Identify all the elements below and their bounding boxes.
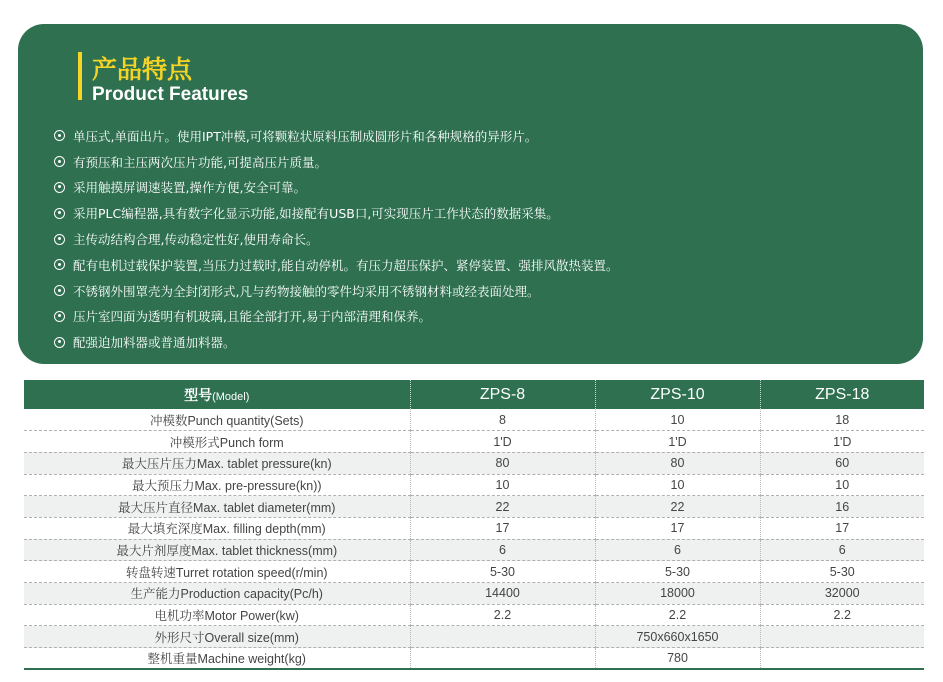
cell-value: 5-30 — [595, 561, 760, 583]
feature-item — [54, 252, 618, 278]
model-label-en: (Model) — [212, 390, 250, 403]
cell-value: 2.2 — [410, 604, 595, 626]
cell-value: 17 — [595, 517, 760, 539]
table-row — [24, 539, 924, 561]
cell-value — [760, 648, 924, 670]
features-title-en: Product Features — [92, 84, 249, 105]
circle-bullet-icon — [54, 208, 65, 219]
spec-table — [24, 380, 924, 670]
model-header-zps-10: ZPS-10 — [595, 380, 760, 409]
circle-bullet-icon — [54, 337, 65, 348]
cell-value: 5-30 — [410, 561, 595, 583]
circle-bullet-icon — [54, 182, 65, 193]
cell-value: 6 — [760, 539, 924, 561]
feature-item — [54, 304, 618, 330]
circle-bullet-icon — [54, 130, 65, 141]
table-row — [24, 452, 924, 474]
model-header-zps-8: ZPS-8 — [410, 380, 595, 409]
feature-item — [54, 123, 618, 149]
cell-value: 2.2 — [595, 604, 760, 626]
row-label: 转盘转速Turret rotation speed(r/min) — [24, 561, 410, 583]
cell-value: 16 — [760, 496, 924, 518]
row-label: 最大预压力Max. pre-pressure(kn)) — [24, 474, 410, 496]
cell-value: 2.2 — [760, 604, 924, 626]
feature-text: 单压式,单面出片。使用IPT冲模,可将颗粒状原料压制成圆形片和各种规格的异形片。 — [73, 128, 538, 144]
cell-value: 750x660x1650 — [595, 626, 760, 648]
row-label: 最大填充深度Max. filling depth(mm) — [24, 517, 410, 539]
cell-value: 10 — [595, 474, 760, 496]
product-features-panel — [18, 24, 923, 364]
table-row — [24, 583, 924, 605]
cell-value — [760, 626, 924, 648]
cell-value: 60 — [760, 452, 924, 474]
feature-item — [54, 200, 618, 226]
feature-text: 采用触摸屏调速装置,操作方便,安全可靠。 — [73, 180, 306, 196]
cell-value: 10 — [760, 474, 924, 496]
cell-value: 18 — [760, 409, 924, 431]
table-row — [24, 431, 924, 453]
cell-value: 14400 — [410, 583, 595, 605]
cell-value: 17 — [410, 517, 595, 539]
circle-bullet-icon — [54, 311, 65, 322]
table-header-row — [24, 380, 924, 409]
feature-text: 配强迫加料器或普通加料器。 — [73, 335, 236, 351]
cell-value: 6 — [595, 539, 760, 561]
row-label: 最大压片直径Max. tablet diameter(mm) — [24, 496, 410, 518]
feature-item — [54, 329, 618, 355]
cell-value: 80 — [595, 452, 760, 474]
circle-bullet-icon — [54, 234, 65, 245]
feature-text: 不锈钢外围罩壳为全封闭形式,凡与药物接触的零件均采用不锈钢材料或经表面处理。 — [73, 283, 540, 299]
circle-bullet-icon — [54, 156, 65, 167]
cell-value: 17 — [760, 517, 924, 539]
circle-bullet-icon — [54, 285, 65, 296]
cell-value: 22 — [595, 496, 760, 518]
features-title-zh: 产品特点 — [92, 55, 193, 84]
feature-item — [54, 226, 618, 252]
feature-text: 主传动结构合理,传动稳定性好,使用寿命长。 — [73, 232, 319, 248]
cell-value — [410, 648, 595, 670]
cell-value — [410, 626, 595, 648]
cell-value: 8 — [410, 409, 595, 431]
feature-text: 压片室四面为透明有机玻璃,且能全部打开,易于内部清理和保养。 — [73, 309, 431, 325]
feature-item — [54, 278, 618, 304]
cell-value: 1'D — [760, 431, 924, 453]
cell-value: 5-30 — [760, 561, 924, 583]
row-label: 整机重量Machine weight(kg) — [24, 648, 410, 670]
table-row — [24, 604, 924, 626]
row-label: 最大片剂厚度Max. tablet thickness(mm) — [24, 539, 410, 561]
cell-value: 780 — [595, 648, 760, 670]
cell-value: 10 — [410, 474, 595, 496]
feature-text: 配有电机过载保护装置,当压力过载时,能自动停机。有压力超压保护、紧停装置、强排风散热装置。 — [73, 257, 619, 273]
row-label: 最大压片压力Max. tablet pressure(kn) — [24, 452, 410, 474]
feature-item — [54, 149, 618, 175]
row-label: 电机功率Motor Power(kw) — [24, 604, 410, 626]
feature-list — [54, 123, 618, 355]
title-accent-bar — [78, 52, 82, 100]
model-header-zps-18: ZPS-18 — [760, 380, 924, 409]
feature-text: 有预压和主压两次压片功能,可提高压片质量。 — [73, 154, 327, 170]
cell-value: 80 — [410, 452, 595, 474]
table-row — [24, 561, 924, 583]
model-column-header — [24, 380, 410, 409]
circle-bullet-icon — [54, 259, 65, 270]
feature-item — [54, 175, 618, 201]
model-label-zh: 型号 — [184, 386, 213, 403]
cell-value: 32000 — [760, 583, 924, 605]
row-label: 外形尺寸Overall size(mm) — [24, 626, 410, 648]
cell-value: 6 — [410, 539, 595, 561]
table-row — [24, 517, 924, 539]
table-row — [24, 496, 924, 518]
cell-value: 1'D — [410, 431, 595, 453]
row-label: 冲模形式Punch form — [24, 431, 410, 453]
row-label: 生产能力Production capacity(Pc/h) — [24, 583, 410, 605]
cell-value: 10 — [595, 409, 760, 431]
cell-value: 1'D — [595, 431, 760, 453]
table-row — [24, 648, 924, 670]
table-row — [24, 626, 924, 648]
feature-text: 采用PLC编程器,具有数字化显示功能,如接配有USB口,可实现压片工作状态的数据采集。 — [73, 206, 559, 222]
table-row — [24, 474, 924, 496]
table-row — [24, 409, 924, 431]
cell-value: 18000 — [595, 583, 760, 605]
cell-value: 22 — [410, 496, 595, 518]
row-label: 冲模数Punch quantity(Sets) — [24, 409, 410, 431]
